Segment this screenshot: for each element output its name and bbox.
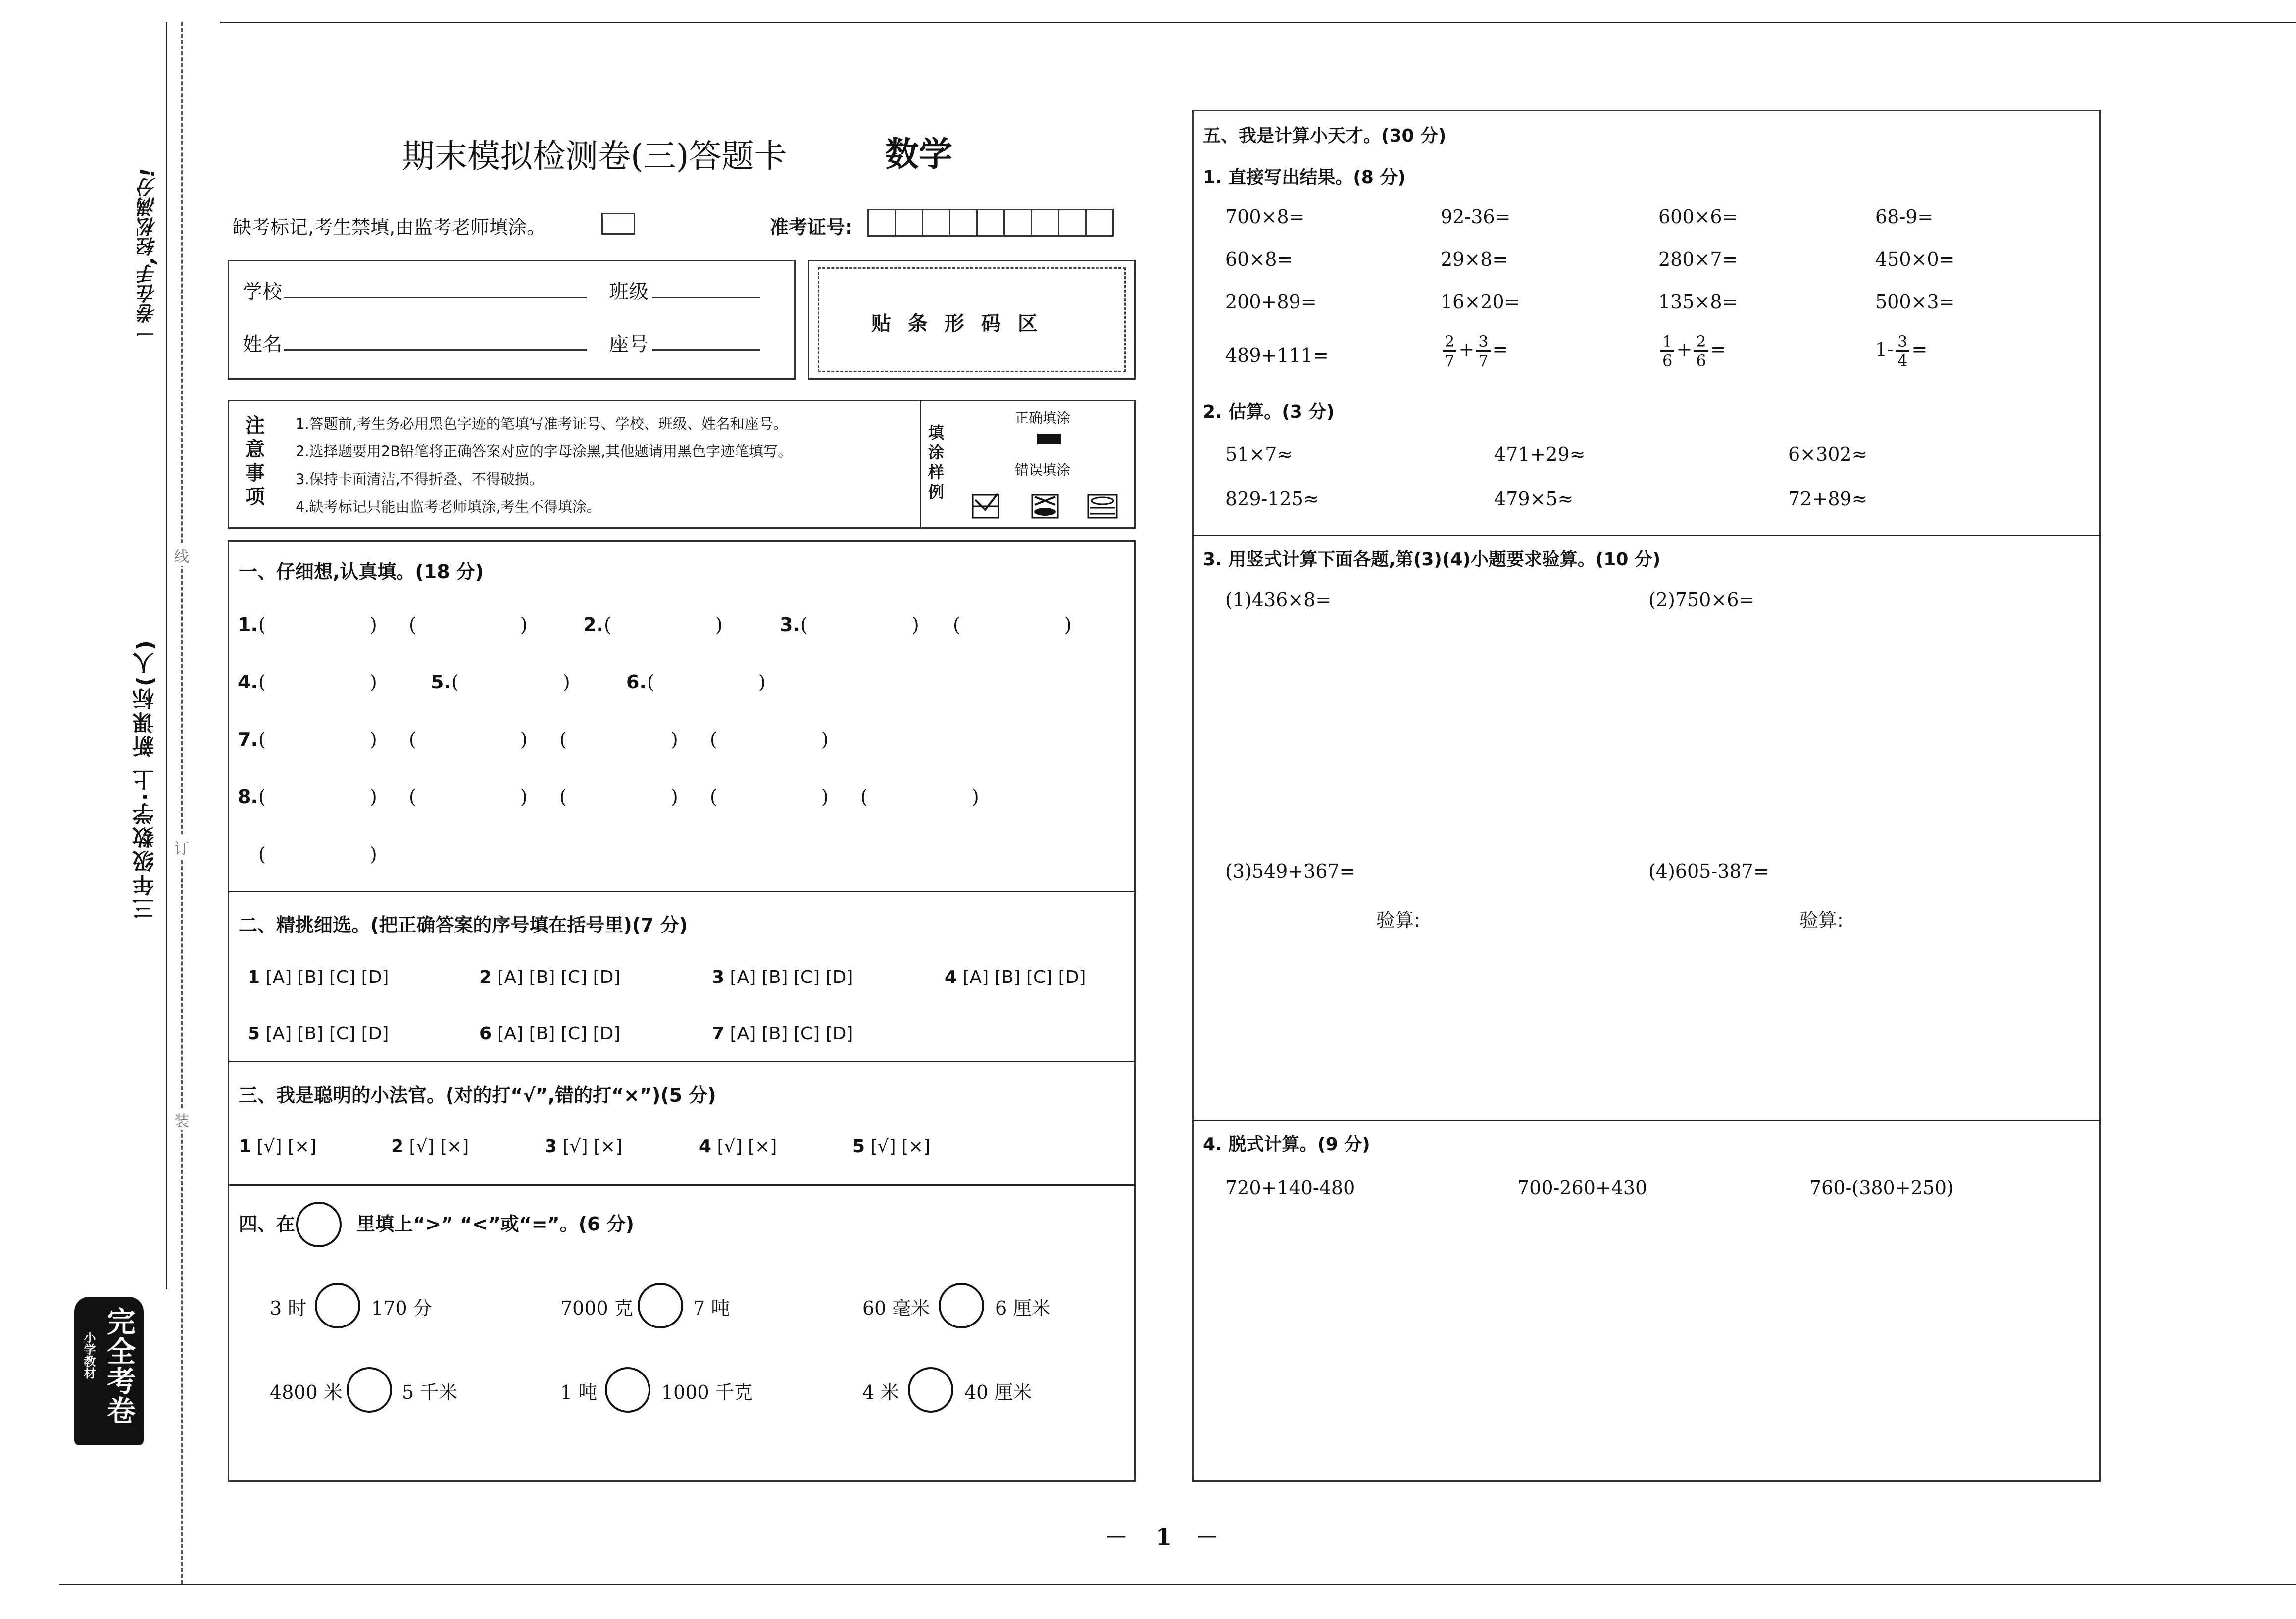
q7-blank-c[interactable]: ( ) bbox=[559, 729, 678, 750]
note-3: 3.保持卡面清洁,不得折叠、不得破损。 bbox=[296, 471, 544, 488]
notes-divider bbox=[920, 400, 921, 529]
absence-checkbox[interactable] bbox=[601, 213, 635, 235]
brand-logo bbox=[74, 1297, 144, 1445]
wrong-fill-label: 错误填涂 bbox=[1015, 462, 1071, 478]
cmp-1-circle[interactable] bbox=[315, 1283, 360, 1328]
exam-number-label: 准考证号: bbox=[770, 216, 853, 238]
q5-number: 5. bbox=[431, 671, 451, 693]
calc-2-3: 280×7= bbox=[1658, 248, 1738, 270]
binding-mark-zhuang: 装 bbox=[174, 1109, 189, 1130]
name-field[interactable] bbox=[284, 349, 587, 351]
side-slogan: 一卷在手,轻松满分! bbox=[137, 168, 159, 343]
sec3-title: 三、我是聪明的小法官。(对的打“√”,错的打“×”)(5 分) bbox=[239, 1084, 716, 1106]
cmp-2-left: 7000 克 bbox=[560, 1297, 633, 1319]
page-number-dash-left: — bbox=[1106, 1524, 1126, 1547]
q7-blank-b[interactable]: ( ) bbox=[409, 729, 528, 750]
note-4: 4.缺考标记只能由监考老师填涂,考生不得填涂。 bbox=[296, 498, 601, 515]
sec5-part1-title: 1. 直接写出结果。(8 分) bbox=[1203, 167, 1406, 188]
school-label: 学校 bbox=[243, 281, 282, 303]
calc-1-2: 92-36= bbox=[1441, 206, 1511, 228]
calc-1-1: 700×8= bbox=[1225, 206, 1305, 228]
cmp-4-circle[interactable] bbox=[347, 1367, 392, 1413]
q2-blank[interactable]: ( ) bbox=[604, 614, 723, 636]
q8-blank-f[interactable]: ( ) bbox=[258, 843, 377, 865]
q8-blank-e[interactable]: ( ) bbox=[860, 786, 979, 808]
subject-label: 数学 bbox=[885, 135, 953, 174]
right-divider-2 bbox=[1192, 1120, 2101, 1121]
class-label: 班级 bbox=[609, 281, 649, 303]
cmp-3-circle[interactable] bbox=[939, 1283, 984, 1328]
q3-blank-a[interactable]: ( ) bbox=[800, 614, 919, 636]
step-calc-1: 720+140-480 bbox=[1225, 1177, 1355, 1199]
q3-number: 3. bbox=[780, 614, 800, 636]
binding-dashed-line bbox=[181, 22, 183, 1584]
calc-4-1: 489+111= bbox=[1225, 344, 1329, 366]
cmp-2-circle[interactable] bbox=[638, 1283, 683, 1328]
q3-blank-b[interactable]: ( ) bbox=[953, 614, 1072, 636]
left-binding-rule bbox=[166, 22, 167, 1289]
est-1-2: 471+29≈ bbox=[1494, 443, 1586, 465]
mc-1[interactable]: 1 [A] [B] [C] [D] bbox=[248, 967, 389, 987]
calc-3-2: 16×20= bbox=[1441, 291, 1520, 313]
cmp-6-right: 40 厘米 bbox=[964, 1381, 1032, 1403]
mc-6[interactable]: 6 [A] [B] [C] [D] bbox=[479, 1024, 621, 1044]
right-answer-area bbox=[1192, 110, 2101, 1482]
est-2-1: 829-125≈ bbox=[1225, 488, 1319, 510]
vcalc-3: (3)549+367= bbox=[1225, 860, 1355, 882]
calc-2-4: 450×0= bbox=[1875, 248, 1955, 270]
q8-blank-a[interactable]: ( ) bbox=[258, 786, 377, 808]
note-1: 1.答题前,考生务必用黑色字迹的笔填写准考证号、学校、班级、姓名和座号。 bbox=[296, 415, 788, 432]
q1-blank-a[interactable]: ( ) bbox=[258, 614, 377, 636]
step-calc-2: 700-260+430 bbox=[1517, 1177, 1647, 1199]
tf-1[interactable]: 1 [√] [×] bbox=[239, 1136, 317, 1157]
barcode-label: 贴 条 形 码 区 bbox=[871, 312, 1043, 335]
cmp-1-left: 3 时 bbox=[270, 1297, 307, 1319]
seat-field[interactable] bbox=[652, 349, 760, 351]
school-field[interactable] bbox=[284, 297, 587, 298]
sec5-title: 五、我是计算小天才。(30 分) bbox=[1203, 126, 1447, 146]
sec5-part4-title: 4. 脱式计算。(9 分) bbox=[1203, 1134, 1370, 1155]
absence-note: 缺考标记,考生禁填,由监考老师填涂。 bbox=[233, 216, 546, 238]
q6-blank[interactable]: ( ) bbox=[647, 671, 766, 693]
logo-subtitle: 小学教材 bbox=[82, 1331, 96, 1379]
cmp-5-right: 1000 千克 bbox=[661, 1381, 753, 1403]
cmp-4-left: 4800 米 bbox=[270, 1381, 343, 1403]
page-number-dash-right: — bbox=[1197, 1524, 1217, 1547]
vcalc-4: (4)605-387= bbox=[1648, 860, 1769, 882]
calc-3-1: 200+89= bbox=[1225, 291, 1317, 313]
cmp-4-right: 5 千米 bbox=[402, 1381, 458, 1403]
q7-blank-a[interactable]: ( ) bbox=[258, 729, 377, 750]
cmp-3-right: 6 厘米 bbox=[995, 1297, 1051, 1319]
notes-title: 注 意 事 项 bbox=[245, 414, 265, 508]
q5-blank[interactable]: ( ) bbox=[451, 671, 570, 693]
q8-blank-d[interactable]: ( ) bbox=[710, 786, 829, 808]
note-2: 2.选择题要用2B铅笔将正确答案对应的字母涂黑,其他题请用黑色字迹笔填写。 bbox=[296, 443, 793, 460]
cmp-3-left: 60 毫米 bbox=[862, 1297, 930, 1319]
check-label-4: 验算: bbox=[1799, 909, 1844, 931]
vcalc-2: (2)750×6= bbox=[1648, 589, 1755, 611]
q4-number: 4. bbox=[238, 671, 258, 693]
calc-1-4: 68-9= bbox=[1875, 206, 1934, 228]
calc-2-1: 60×8= bbox=[1225, 248, 1293, 270]
q1-blank-b[interactable]: ( ) bbox=[409, 614, 528, 636]
calc-1-3: 600×6= bbox=[1658, 206, 1738, 228]
q7-blank-d[interactable]: ( ) bbox=[710, 729, 829, 750]
cmp-6-circle[interactable] bbox=[908, 1367, 953, 1413]
correct-fill-label: 正确填涂 bbox=[1015, 410, 1071, 426]
tf-3[interactable]: 3 [√] [×] bbox=[545, 1136, 623, 1157]
calc-frac-a: $\frac{2}{7}$ + $\frac{3}{7}$ = bbox=[1441, 333, 1508, 370]
calc-3-4: 500×3= bbox=[1875, 291, 1955, 313]
wrong-fill-sample-icons bbox=[970, 490, 1124, 525]
student-info-box bbox=[228, 260, 796, 380]
seat-label: 座号 bbox=[609, 333, 649, 356]
sample-title: 填 涂 样 例 bbox=[928, 423, 945, 501]
sec1-title: 一、仔细想,认真填。(18 分) bbox=[239, 561, 484, 583]
est-2-2: 479×5≈ bbox=[1494, 488, 1574, 510]
mc-5[interactable]: 5 [A] [B] [C] [D] bbox=[248, 1024, 389, 1044]
q4-blank[interactable]: ( ) bbox=[258, 671, 377, 693]
binding-mark-xian: 线 bbox=[174, 544, 189, 566]
step-calc-3: 760-(380+250) bbox=[1809, 1177, 1954, 1199]
q8-blank-c[interactable]: ( ) bbox=[559, 786, 678, 808]
calc-3-3: 135×8= bbox=[1658, 291, 1738, 313]
correct-fill-sample bbox=[1037, 434, 1061, 444]
sec4-title-a: 四、在 bbox=[239, 1213, 296, 1235]
calc-frac-c: 1- $\frac{3}{4}$ = bbox=[1875, 332, 1928, 370]
tf-2[interactable]: 2 [√] [×] bbox=[391, 1136, 469, 1157]
sec3-divider bbox=[228, 1184, 1136, 1186]
right-divider-1 bbox=[1192, 535, 2101, 536]
sec4-title-circle bbox=[296, 1202, 342, 1247]
q8-blank-b[interactable]: ( ) bbox=[409, 786, 528, 808]
page-title: 期末模拟检测卷(三)答题卡 bbox=[402, 137, 787, 175]
est-1-3: 6×302≈ bbox=[1788, 443, 1868, 465]
bottom-rule bbox=[59, 1584, 2296, 1585]
sec2-divider bbox=[228, 1061, 1136, 1062]
binding-mark-ding: 订 bbox=[174, 836, 189, 858]
mc-4[interactable]: 4 [A] [B] [C] [D] bbox=[945, 967, 1086, 987]
q2-number: 2. bbox=[583, 614, 603, 636]
calc-2-2: 29×8= bbox=[1441, 248, 1508, 270]
check-label-3: 验算: bbox=[1376, 909, 1420, 931]
page-number: 1 bbox=[1156, 1523, 1172, 1550]
exam-number-boxes[interactable] bbox=[869, 209, 1114, 237]
sec5-part3-title: 3. 用竖式计算下面各题,第(3)(4)小题要求验算。(10 分) bbox=[1203, 549, 1661, 570]
q8-number: 8. bbox=[238, 786, 258, 808]
est-2-3: 72+89≈ bbox=[1788, 488, 1868, 510]
vcalc-1: (1)436×8= bbox=[1225, 589, 1332, 611]
cmp-5-circle[interactable] bbox=[605, 1367, 650, 1413]
cmp-2-right: 7 吨 bbox=[693, 1297, 730, 1319]
mc-2[interactable]: 2 [A] [B] [C] [D] bbox=[479, 967, 621, 987]
name-label: 姓名 bbox=[243, 333, 282, 356]
wrong-fill-samples bbox=[970, 490, 1124, 525]
sec4-title-b: 里填上“>” “<”或“=”。(6 分) bbox=[356, 1213, 635, 1235]
sec2-title: 二、精挑细选。(把正确答案的序号填在括号里)(7 分) bbox=[239, 914, 688, 936]
sec5-part2-title: 2. 估算。(3 分) bbox=[1203, 402, 1335, 422]
calc-frac-b: $\frac{1}{6}$ + $\frac{2}{6}$ = bbox=[1658, 333, 1726, 370]
tf-5[interactable]: 5 [√] [×] bbox=[852, 1136, 931, 1157]
mc-7[interactable]: 7 [A] [B] [C] [D] bbox=[712, 1024, 853, 1044]
tf-4[interactable]: 4 [√] [×] bbox=[699, 1136, 777, 1157]
side-course: 三年级数学·上 新课标(人) bbox=[133, 638, 158, 920]
est-1-1: 51×7≈ bbox=[1225, 443, 1293, 465]
cmp-6-left: 4 米 bbox=[862, 1381, 899, 1403]
q6-number: 6. bbox=[626, 671, 647, 693]
cmp-5-left: 1 吨 bbox=[560, 1381, 598, 1403]
q1-number: 1. bbox=[238, 614, 258, 636]
mc-3[interactable]: 3 [A] [B] [C] [D] bbox=[712, 967, 853, 987]
sec1-divider bbox=[228, 891, 1136, 892]
class-field[interactable] bbox=[652, 297, 760, 298]
logo-title: 完全考卷 bbox=[102, 1307, 136, 1425]
top-rule bbox=[220, 22, 2296, 23]
q7-number: 7. bbox=[238, 729, 258, 750]
cmp-1-right: 170 分 bbox=[371, 1297, 432, 1319]
